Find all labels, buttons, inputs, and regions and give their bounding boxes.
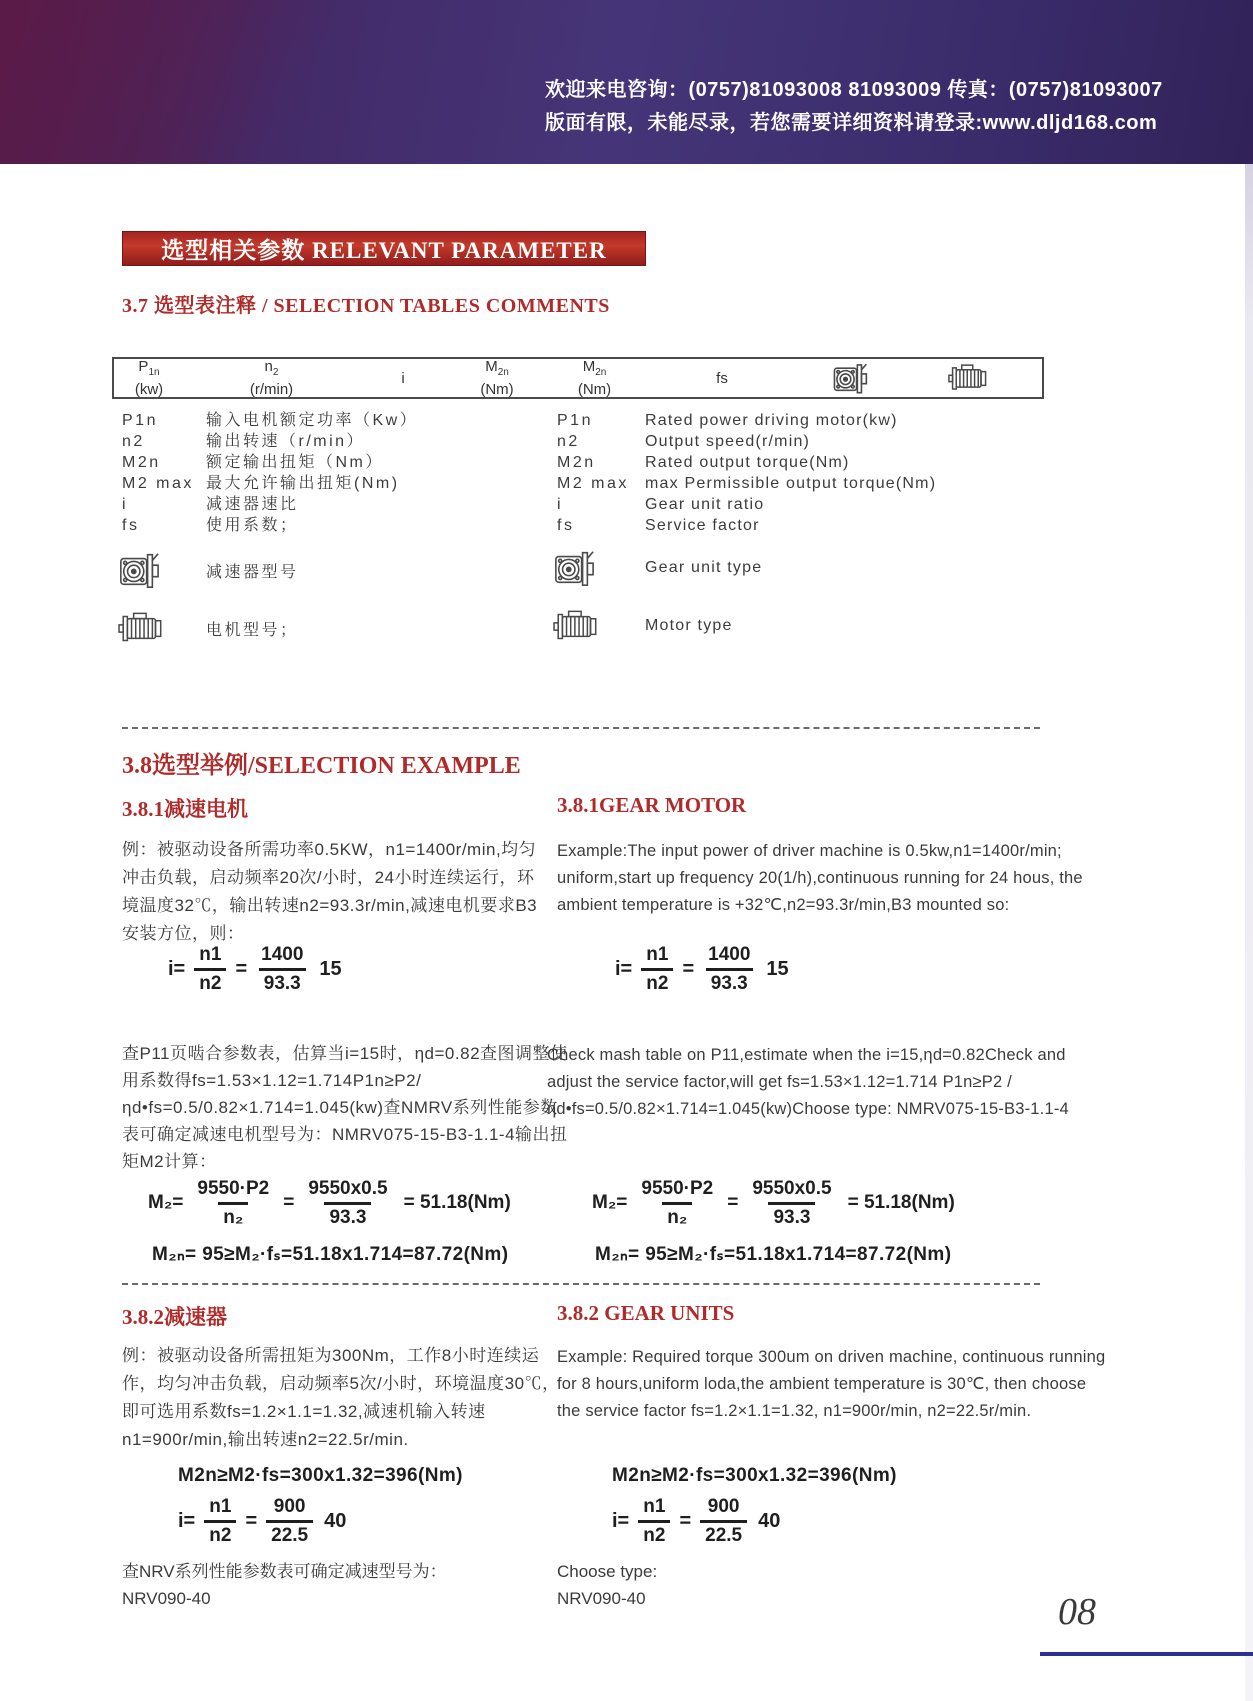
def-term: i — [557, 496, 564, 513]
denominator: n2 — [638, 1520, 670, 1547]
table-col-motor — [897, 359, 1042, 397]
fraction — [266, 1496, 313, 1547]
col-subscript: 2n — [497, 367, 509, 378]
icon-def-label: Gear unit type — [645, 559, 763, 576]
def-desc: Gear unit ratio — [645, 496, 765, 513]
footer-accent-line — [1040, 1652, 1253, 1656]
motor-icon — [948, 363, 992, 393]
denominator: 93.3 — [324, 1202, 371, 1229]
formula-result: = 51.18(Nm) — [403, 1192, 511, 1214]
fraction — [303, 1178, 392, 1229]
parameter-table — [112, 357, 1044, 399]
gearbox-type-row — [553, 542, 762, 594]
gearbox-type-row — [118, 544, 299, 596]
formula-result: 15 — [766, 957, 789, 980]
torque-formula-cn: M2n≥M2·fs=300x1.32=396(Nm) — [178, 1465, 463, 1486]
formula-result: 40 — [758, 1509, 781, 1532]
ratio-formula-en — [615, 944, 789, 995]
table-col-p1n — [114, 359, 184, 397]
gear-motor-example-cn: 例：被驱动设备所需功率0.5KW，n1=1400r/min,均匀冲击负载，启动频率20次/小时，24小时连续运行，环境温度32℃，输出转速n2=93.3r/min,减速电机要求B3安装方位，则： — [122, 840, 538, 943]
denominator: 93.3 — [768, 1202, 815, 1229]
choose-type-text: 查NRV系列性能参数表可确定减速型号为： — [122, 1562, 447, 1581]
section-3-7-heading: 3.7 选型表注释 / SELECTION TABLES COMMENTS — [122, 295, 610, 317]
table-col-gearbox — [802, 359, 897, 397]
denominator: 93.3 — [259, 968, 306, 995]
icon-definitions-chinese — [118, 544, 299, 654]
motor-icon — [118, 611, 168, 645]
torque-formula-en: M2n≥M2·fs=300x1.32=396(Nm) — [612, 1465, 897, 1486]
col-unit: (Nm) — [577, 381, 612, 398]
fraction — [703, 944, 755, 995]
def-term: M2n — [122, 454, 161, 471]
icon-def-label: 电机型号； — [206, 621, 299, 639]
def-term: i — [122, 496, 129, 513]
gear-motor-check-cn: 查P11页啮合参数表，估算当i=15时，ηd=0.82查图调整使用系数得fs=1.53×1.12=1.714P1n≥P2/ηd•fs=0.5/0.82×1.714=1.045(kw)查NMRV系列性能参数表可确定减速电机型号为：NMRV075-15-B3-1.1-4输出扭矩M2计算： — [122, 1044, 568, 1171]
col-subscript: 2n — [595, 367, 607, 378]
page-right-edge — [1245, 164, 1253, 1701]
denominator: n2 — [194, 968, 226, 995]
col-symbol: n — [264, 358, 273, 375]
table-col-i — [359, 359, 447, 397]
fraction — [700, 1496, 747, 1547]
def-desc: Rated output torque(Nm) — [645, 454, 850, 471]
def-desc: Rated power driving motor(kw) — [645, 412, 898, 429]
col-symbol: M — [485, 358, 498, 375]
fraction — [638, 1496, 670, 1547]
table-col-m2n-max — [547, 359, 642, 397]
numerator: 9550x0.5 — [308, 1178, 388, 1199]
definition-row — [122, 431, 418, 452]
denominator: n2 — [641, 968, 673, 995]
fraction — [204, 1496, 236, 1547]
def-desc: 输入电机额定功率（Kw） — [206, 412, 419, 429]
ratio-formula-en — [612, 1496, 780, 1547]
banner-title: 选型相关参数 RELEVANT PARAMETER — [161, 238, 607, 263]
section-3-8-heading: 3.8选型举例/SELECTION EXAMPLE — [122, 753, 521, 779]
denominator: 22.5 — [266, 1520, 313, 1547]
def-term: fs — [122, 517, 140, 534]
numerator: 9550·P2 — [197, 1178, 270, 1199]
def-term: n2 — [557, 433, 580, 450]
dashed-divider — [122, 1283, 1040, 1285]
def-term: n2 — [122, 433, 145, 450]
section-banner — [122, 231, 646, 266]
definition-row — [557, 452, 936, 473]
motor-type-row — [118, 602, 299, 654]
def-desc: Service factor — [645, 517, 760, 534]
col-subscript: 1n — [148, 367, 160, 378]
definition-row — [122, 494, 418, 515]
def-term: P1n — [122, 412, 158, 429]
definition-row — [122, 410, 418, 431]
definition-row — [557, 494, 936, 515]
worm-gearbox-icon — [553, 547, 595, 589]
icon-box — [118, 611, 206, 645]
numerator: n1 — [643, 1496, 666, 1517]
formula-lhs: M₂= — [148, 1192, 184, 1214]
formula-lhs: M₂= — [592, 1192, 628, 1214]
contact-phone-line: 欢迎来电咨询：(0757)81093008 81093009 传真：(0757)81093007 — [545, 79, 1163, 101]
def-term: M2 max — [122, 475, 194, 492]
def-desc: 减速器速比 — [206, 496, 299, 513]
gear-units-example-en: Example: Required torque 300um on driven machine, continuous running for 8 hours,uniform loda,the ambient temperature is 30℃, then choose the service factor fs=1.2×1.1=1.32, n1=900r/min, n2=22.5r/min. — [557, 1348, 1106, 1420]
header-contact — [545, 74, 1163, 140]
denominator: 22.5 — [700, 1520, 747, 1547]
torque-formula-en — [592, 1178, 955, 1229]
numerator: 900 — [707, 1496, 740, 1517]
section-3-8-2-title-en: 3.8.2 GEAR UNITS — [557, 1301, 735, 1325]
formula-lhs: i= — [178, 1509, 196, 1532]
table-col-fs — [642, 359, 802, 397]
col-symbol: i — [401, 369, 405, 387]
page-number: 08 — [1058, 1591, 1096, 1633]
def-desc: 使用系数； — [206, 517, 299, 534]
header-band-wedge — [0, 0, 420, 164]
numerator: 1400 — [708, 944, 751, 965]
numerator: 9550x0.5 — [752, 1178, 832, 1199]
dashed-divider — [122, 727, 1040, 729]
ratio-formula-cn — [178, 1496, 346, 1547]
denominator: n₂ — [218, 1202, 248, 1229]
fraction — [747, 1178, 836, 1229]
icon-box — [553, 609, 645, 643]
col-unit: (Nm) — [480, 381, 514, 398]
numerator: n1 — [646, 944, 669, 965]
gear-units-example-cn: 例：被驱动设备所需扭矩为300Nm，工作8小时连续运作，均匀冲击负载，启动频率5次/小时，环境温度30℃，即可选用系数fs=1.2×1.1=1.32,减速机输入转速n1=900r/min,输出转速n2=22.5r/min. — [122, 1346, 560, 1449]
col-unit: (r/min) — [249, 381, 294, 398]
numerator: 900 — [273, 1496, 306, 1517]
numerator: 1400 — [261, 944, 304, 965]
def-term: M2 max — [557, 475, 629, 492]
def-term: P1n — [557, 412, 593, 429]
icon-def-label: 减速器型号 — [206, 563, 299, 581]
definition-row — [557, 431, 936, 452]
definition-row — [122, 515, 418, 536]
worm-gearbox-icon — [118, 549, 160, 591]
def-term: fs — [557, 517, 575, 534]
definitions-chinese — [122, 410, 418, 536]
choose-type-en — [557, 1558, 657, 1612]
denominator: n2 — [204, 1520, 236, 1547]
definitions-english — [557, 410, 936, 536]
equals-sign: = — [682, 957, 695, 980]
formula-lhs: i= — [615, 957, 633, 980]
section-3-8-1-title-en: 3.8.1GEAR MOTOR — [557, 793, 747, 817]
definition-row — [557, 410, 936, 431]
numerator: 9550·P2 — [641, 1178, 714, 1199]
formula-lhs: i= — [168, 957, 186, 980]
definition-row — [122, 452, 418, 473]
numerator: n1 — [199, 944, 222, 965]
formula-lhs: i= — [612, 1509, 630, 1532]
icon-box — [553, 547, 645, 589]
motor-icon — [553, 609, 603, 643]
equals-sign: = — [727, 1192, 739, 1214]
fraction — [192, 1178, 274, 1229]
icon-def-label: Motor type — [645, 617, 733, 634]
col-unit: (kw) — [134, 381, 164, 398]
table-col-n2 — [184, 359, 359, 397]
col-symbol: fs — [716, 369, 728, 387]
col-symbol: M — [582, 358, 596, 375]
choose-type-cn — [122, 1558, 447, 1612]
motor-type-row — [553, 600, 762, 652]
denominator: 93.3 — [706, 968, 753, 995]
gear-motor-example-en: Example:The input power of driver machine is 0.5kw,n1=1400r/min; uniform,start up frequency 20(1/h),continuous running for 24 hous, the ambient temperature is +32℃,n2=93.3r/min,B3 mounted so: — [557, 842, 1083, 914]
equals-sign: = — [283, 1192, 295, 1214]
def-term: M2n — [557, 454, 596, 471]
torque-check-formula-cn: M₂ₙ= 95≥M₂·fₛ=51.18x1.714=87.72(Nm) — [152, 1244, 509, 1265]
formula-result: = 51.18(Nm) — [847, 1192, 955, 1214]
fraction — [641, 944, 673, 995]
torque-check-formula-en: M₂ₙ= 95≥M₂·fₛ=51.18x1.714=87.72(Nm) — [595, 1244, 952, 1265]
formula-result: 15 — [319, 957, 342, 980]
section-3-8-1-title-cn: 3.8.1减速电机 — [122, 797, 248, 821]
equals-sign: = — [245, 1509, 258, 1532]
gear-motor-check-en: Check mash table on P11,estimate when the i=15,ηd=0.82Check and adjust the service factor,will get fs=1.53×1.12=1.714 P1n≥P2 /ηd•fs=0.5/0.82×1.714=1.045(kw)Choose type: NMRV075-15-B3-1.1-4 — [547, 1046, 1069, 1118]
col-subscript: 2 — [272, 367, 279, 378]
fraction — [194, 944, 226, 995]
definition-row — [122, 473, 418, 494]
table-col-m2n — [447, 359, 547, 397]
equals-sign: = — [679, 1509, 692, 1532]
def-desc: Output speed(r/min) — [645, 433, 811, 450]
fraction — [256, 944, 308, 995]
definition-row — [557, 515, 936, 536]
equals-sign: = — [235, 957, 248, 980]
chosen-model: NRV090-40 — [122, 1589, 211, 1608]
header-band — [0, 0, 1253, 164]
col-symbol: P — [138, 358, 149, 375]
torque-formula-cn — [148, 1178, 511, 1229]
numerator: n1 — [209, 1496, 232, 1517]
worm-gearbox-icon — [830, 360, 870, 396]
section-3-8-2-title-cn: 3.8.2减速器 — [122, 1305, 227, 1329]
icon-box — [118, 549, 206, 591]
fraction — [636, 1178, 718, 1229]
def-desc: 额定输出扭矩（Nm） — [206, 454, 384, 471]
definition-row — [557, 473, 936, 494]
formula-result: 40 — [324, 1509, 347, 1532]
def-desc: 最大允许输出扭矩(Nm) — [206, 475, 400, 492]
icon-definitions-english — [553, 542, 762, 652]
denominator: n₂ — [662, 1202, 692, 1229]
choose-type-text: Choose type: — [557, 1562, 658, 1581]
chosen-model: NRV090-40 — [557, 1589, 646, 1608]
def-desc: 输出转速（r/min） — [206, 433, 366, 450]
website-line: 版面有限，未能尽录，若您需要详细资料请登录:www.dljd168.com — [545, 112, 1158, 134]
def-desc: max Permissible output torque(Nm) — [645, 475, 937, 492]
ratio-formula-cn — [168, 944, 342, 995]
